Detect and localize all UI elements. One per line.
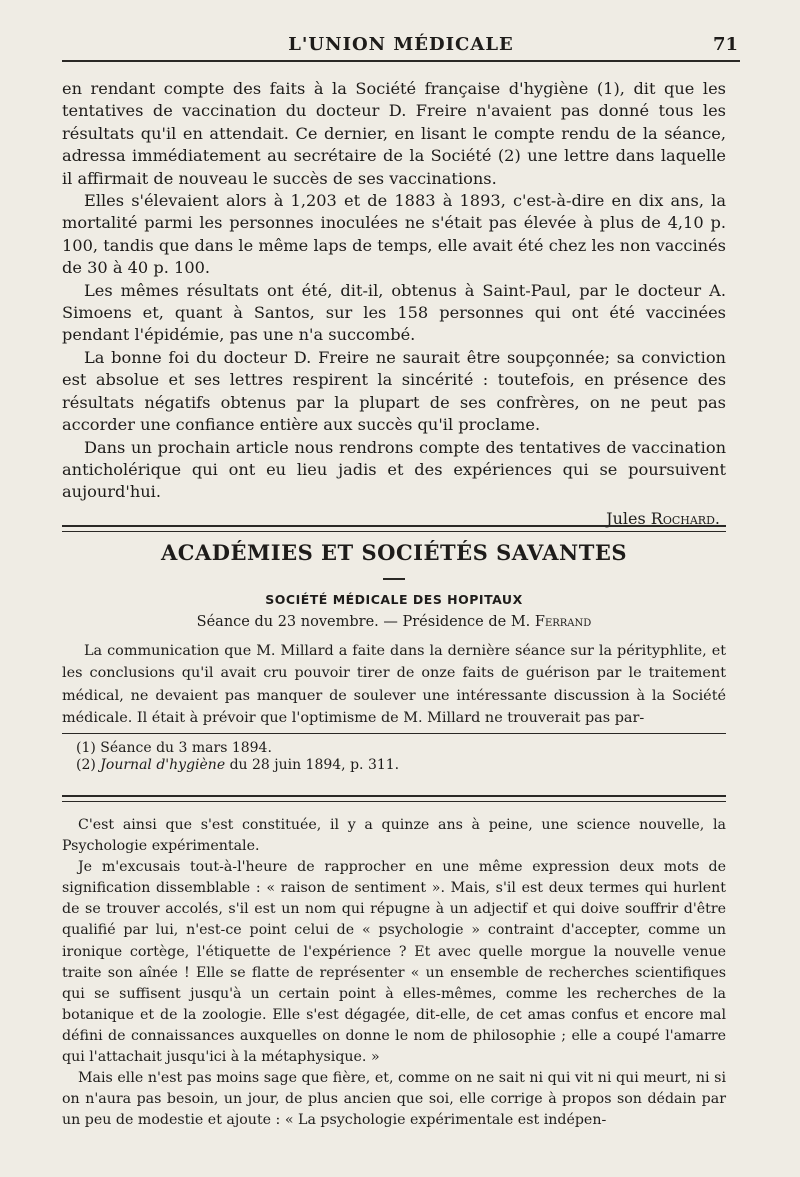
feuilleton-body xyxy=(62,815,726,1131)
footnote-1: (1) Séance du 3 mars 1894. xyxy=(76,740,272,756)
feuilleton-paragraph: Mais elle n'est pas moins sage que fière, et, comme on ne sait ni qui vit ni qui meurt, ni si on n'aura pas besoin, un jour, de plus ancien que soi, elle corrige à propos son dédain par un peu de modestie et ajoute : « La psychologie expérimentale est indépen- xyxy=(62,1070,726,1129)
footnote-2-journal: Journal d'hygiène xyxy=(100,757,226,773)
page-number: 71 xyxy=(712,34,738,55)
seance-line xyxy=(62,614,726,630)
running-header xyxy=(62,30,740,62)
footnote-2-number: (2) xyxy=(76,757,96,773)
title-dash xyxy=(383,578,405,580)
feuilleton-divider xyxy=(62,795,726,802)
president-name: Ferrand xyxy=(534,614,592,630)
article-body xyxy=(62,78,726,530)
section-paragraph: La communication que M. Millard a faite dans la dernière séance sur la pérityphlite, et les conclusions qu'il avait cru pouvoir tirer de onze faits de guérison par le traitement médical, ne devaient pas manquer de soulever une intéressante discussion à la Société médicale. Il était à prévoir que l'optimisme de M. Millard ne trouverait pas par- xyxy=(62,643,726,727)
seance-text: Séance du 23 novembre. — Présidence de M. xyxy=(196,614,531,630)
society-heading: SOCIÉTÉ MÉDICALE DES HOPITAUX xyxy=(265,592,523,607)
author-first-name: Jules xyxy=(606,508,646,528)
article-paragraph: La bonne foi du docteur D. Freire ne saurait être soupçonnée; sa conviction est absolue et ses lettres respirent la sincérité : toutefois, en présence des résultats négatifs obtenus par la plupart de ses confrères, on ne peut pas accorder une confiance entière aux succès qu'il proclame. xyxy=(62,347,726,435)
section-body xyxy=(62,640,726,730)
feuilleton-paragraph: C'est ainsi que s'est constituée, il y a quinze ans à peine, une science nouvelle, la Psychologie expérimentale. xyxy=(62,817,726,855)
article-paragraph: Les mêmes résultats ont été, dit-il, obtenus à Saint-Paul, par le docteur A. Simoens et, quant à Santos, sur les 158 personnes qui ont été vaccinées pendant l'épidémie, pas une n'a succombé. xyxy=(62,280,726,345)
footnote-2 xyxy=(76,757,716,774)
footnotes xyxy=(76,740,716,774)
article-paragraph: en rendant compte des faits à la Société française d'hygiène (1), dit que les tentatives de vaccination du docteur D. Freire n'avaient pas donné tous les résultats qu'il en attendait. Ce dernier, en lisant le compte rendu de la séance, adressa immédiatement au secrétaire de la Société (2) une lettre dans laquelle il affirmait de nouveau le succès de ses vaccinations. xyxy=(62,79,726,188)
footnote-2-detail: du 28 juin 1894, p. 311. xyxy=(229,757,400,773)
author-last-name: Rochard. xyxy=(650,508,720,528)
feuilleton-paragraph: Je m'excusais tout-à-l'heure de rapprocher en une même expression deux mots de signification dissemblable : « raison de sentiment ». Mais, s'il est deux termes qui hurlent de se trouver accolés, s'il est un nom qui répugne à un adjectif et qui doive souffrir d'être qualifié par lui, n'est-ce point celui de « psychologie » contraint d'accepter, comme un ironique cortège, l'étiquette de l'expérience ? Et avec quelle morgue la nouvelle venue traite son aînée ! Elle se flatte de représenter « un ensemble de recherches scientifiques qui se suffisent jusqu'à un certain point à elles-mêmes, comme les recherches de la botanique et de la zoologie. Elle s'est dégagée, dit-elle, de cet amas confus et encore mal défini de connaissances auxquelles on donne le nom de philosophie ; elle a coupé l'amarre qui l'attachait jusqu'ici à la métaphysique. » xyxy=(62,859,726,1066)
footnote-rule xyxy=(62,733,726,734)
article-paragraph: Elles s'élevaient alors à 1,203 et de 1883 à 1893, c'est-à-dire en dix ans, la mortalité parmi les personnes inoculées ne s'était pas élevée à plus de 4,10 p. 100, tandis que dans le même laps de temps, elle avait été chez les non vaccinés de 30 à 40 p. 100. xyxy=(62,191,726,278)
article-paragraph: Dans un prochain article nous rendrons compte des tentatives de vaccination anticholérique qui ont eu lieu jadis et des expériences qui se poursuivent aujourd'hui. xyxy=(62,437,726,502)
section-divider xyxy=(62,525,726,532)
section-title: ACADÉMIES ET SOCIÉTÉS SAVANTES xyxy=(160,540,627,565)
journal-title: L'UNION MÉDICALE xyxy=(288,34,514,55)
